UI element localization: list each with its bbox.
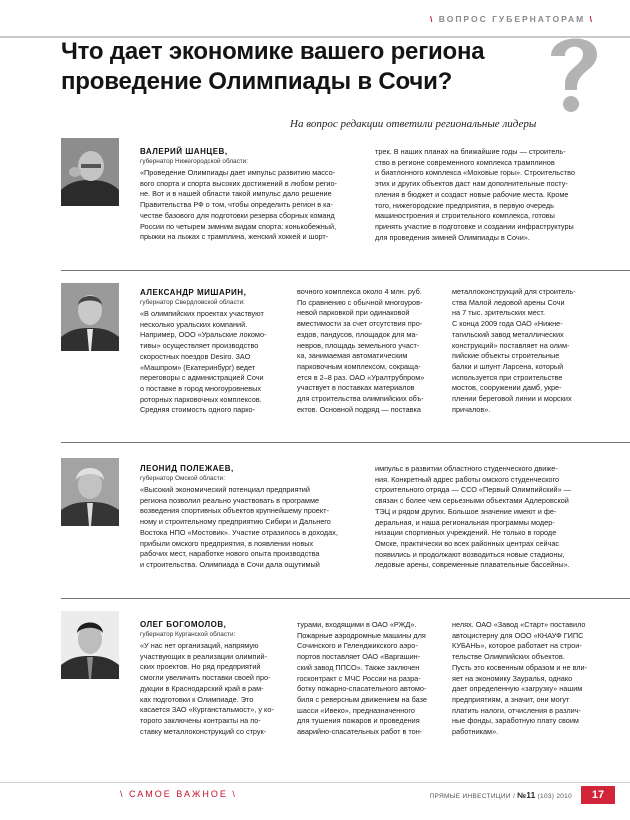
quote-line: Омске, практически во всех районных центрах сейчас [375,538,560,548]
quote-line: плении береговой линии и морских [452,394,572,404]
portrait-photo [61,458,119,526]
quote-line: дает определенную «загрузку» нашим [452,684,583,694]
quote-line: ектов. Основной подряд — поставка [297,404,421,414]
magazine-title: ПРЯМЫЕ ИНВЕСТИЦИИ / [429,793,518,800]
quote-line: появились и продолжают возводиться новые стадионы, [375,549,565,559]
quote-line: «Машпром» (Екатеринбург) ведет [140,362,256,372]
quote-line: конструкций» поставляет на олим- [452,340,570,350]
governor-role: губернатор Курганской области: [140,631,236,638]
quote-line: торого заключены контракты на по- [140,715,261,725]
quote-line: касается ЗАО «Курганстальмост», у ко- [140,705,274,715]
governor-role: губернатор Нижегородской области: [140,158,249,165]
quote-line: региона позволил реально участвовать в программе [140,495,320,505]
governor-name: АЛЕКСАНДР МИШАРИН, [140,288,247,297]
quote-line: честве базового для подготовки резерва сборных команд [140,210,335,220]
quote-line: тельстве Олимпийских объектов. [452,652,565,662]
quote-line: С конца 2009 года ОАО «Нижне- [452,319,563,329]
quote-line: причалов». [452,404,491,414]
quote-line: портов поставляет ОАО «Варгашин- [297,652,421,662]
quote-line: ется в 2–8 раз. ОАО «Уралтрубпром» [297,372,425,382]
quote-line: Средняя стоимость одного парко- [140,405,256,415]
quote-line: России по четырем зимним видам спорта: конькобежный, [140,221,337,231]
quote-line: возведения спортивных объектов крупнейшему проект- [140,506,329,516]
quote-line: ные фонды, заработную плату своим [452,716,579,726]
quote-line: невой парковкой при одинаковой [297,308,410,318]
quote-line: ский завод ППСО». Также заключен [297,662,420,672]
quote-line: смогли увеличить поставки своей про- [140,673,271,683]
section-slash-left: \ [430,14,435,24]
quote-line: шасси «Ивеко», предназначенного [297,705,415,715]
quote-line: металлоконструкций для строитель- [452,287,576,296]
quote-line: рабочих мест, наработке нового опыта производства [140,549,320,559]
quote-line: участвующих в реализации олимпий- [140,651,268,661]
governor-role: губернатор Свердловской области: [140,299,245,306]
quote-line: ских проектов. Но ряд предприятий [140,662,261,672]
issue-number: №11 [517,791,536,800]
quote-column [297,287,447,415]
quote-line: тагильский завод металлических [452,329,564,339]
footer-rule [0,782,630,783]
quote-line: По сравнению с обычной многоуров- [297,297,423,307]
quote-line: несколько уральских компаний. [140,319,248,329]
quote-line: не. Вот и в нашей области такой импульс дало решение [140,189,332,199]
quote-line: турами, входящими в ОАО «РЖД». [297,620,417,629]
governor-name: ЛЕОНИД ПОЛЕЖАЕВ, [140,464,234,473]
quote-line: участвует в поставках материалов [297,383,415,393]
quote-line: ства Малой ледовой арены Сочи [452,297,565,307]
quote-line: «В олимпийских проектах участвуют [140,309,264,318]
article-headline: Что дает экономике вашего региона проведение Олимпиады в Сочи? [61,38,485,95]
quote-line: ках подготовки к Олимпиаде. Это [140,694,254,704]
quote-line: вого спорта и спорта высоких достижений в любом регио- [140,178,337,188]
quote-line: роторных парковочных комплексов. [140,394,262,404]
section-divider [61,270,630,271]
quote-column [375,464,600,571]
quote-line: строительного отряда — ССО «Первый Олимпийский» — [375,485,571,495]
quote-line: тивы» осуществляет производство [140,341,259,351]
quote-column [452,620,602,738]
quote-line: Пусть это косвенным образом и не вли- [452,662,588,672]
footer-section-label: \ САМОЕ ВАЖНОЕ \ [120,789,237,799]
quote-line: «У нас нет организаций, напрямую [140,641,259,650]
quote-line: трек. В наших планах на ближайшие годы — строитель- [375,147,566,156]
quote-line: используется при строительстве [452,372,563,382]
portrait-photo [61,138,119,206]
quote-column [297,620,447,738]
quote-line: Правительства РФ о том, чтобы определить регион в ка- [140,200,333,210]
question-mark-icon [543,30,605,116]
quote-line: Пожарные аэродромные машины для [297,630,426,640]
governor-role: губернатор Омской области: [140,475,225,482]
section-divider [61,442,630,443]
quote-line: для тушения пожаров и проведения [297,716,420,726]
quote-line: нелях. ОАО «Завод «Старт» поставило [452,620,586,629]
quote-line: ка, занимаемая автоматическим [297,351,408,361]
quote-line: машиностроения и строительного комплекса, готовы [375,211,555,221]
quote-line: и биатлонного комплекса «Моховые горы». Строительство [375,168,575,178]
quote-line: яет на экономику Зауралья, однако [452,673,573,683]
quote-line: биля с реверсным движением на базе [297,694,427,704]
quote-line: Сочинского и Геленджикского аэро- [297,641,418,651]
quote-line: того, нижегородские предприятия, в первую очередь [375,200,554,210]
quote-line: вместимости за счет отсутствия про- [297,319,423,329]
quote-line: «Проведение Олимпиады дает импульс развитию массо- [140,168,336,177]
quote-line: Востока НПО «Мостовик». Участие отразилось в доходах, [140,527,338,537]
quote-line: ство в регионе современного комплекса трамплинов [375,157,555,167]
quote-line: предприятиям, а значит, они могут [452,694,570,704]
page-number: 17 [581,786,615,804]
quote-line: Например, ООО «Уральские локомо- [140,330,267,340]
quote-line: мостов, сооружении дамб, укре- [452,383,562,393]
quote-line: пийские объекты строительные [452,351,560,361]
quote-line: КУБАНЬ», которое работает на строи- [452,641,582,651]
section-slash-right: \ [589,14,594,24]
portrait-photo [61,611,119,679]
quote-line: платить налоги, отчисления в различ- [452,705,581,715]
quote-column [375,147,600,243]
quote-line: этих и других объектов даст нам дополнительные посту- [375,179,568,189]
quote-line: аварийно-спасательных работ в тон- [297,727,423,737]
issue-detail: (103) 2010 [535,793,572,800]
quote-column [140,641,290,737]
quote-line: прибыли омского предприятия, в появлении новых [140,538,314,548]
quote-line: дукции в Краснодарский край в рам- [140,683,264,693]
quote-line: переговоры с администрацией Сочи [140,373,264,383]
quote-line: ТЭЦ и рядом других. Большое значение имеют и фе- [375,506,557,516]
governor-name: ОЛЕГ БОГОМОЛОВ, [140,620,227,629]
quote-line: прыжки на лыжах с трамплина, женский хоккей и шорт- [140,232,329,242]
quote-column [140,485,365,571]
quote-line: парковочным комплексом, сокраща- [297,361,421,371]
footer-magazine [430,791,572,800]
quote-line: на 7 тыс. зрительских мест. [452,308,545,318]
quote-column [452,287,602,415]
quote-line: пления в бюджет и создаст новые рабочие места. Кроме [375,189,569,199]
quote-line: ставку металлоконструкций со струк- [140,726,267,736]
top-bar [0,0,630,40]
quote-line: балки и шпунт Ларсена, который [452,361,564,371]
governor-name: ВАЛЕРИЙ ШАНЦЕВ, [140,147,228,156]
quote-line: о поставке в город многоуровневых [140,383,262,393]
quote-line: низации спортивных учреждений. Не только в городе [375,528,557,538]
quote-line: ному и строительному предприятию Сибири и Дальнего [140,517,331,527]
quote-line: для строительства олимпийских объ- [297,394,424,404]
quote-line: вочного комплекса около 4 млн. руб. [297,287,422,296]
quote-line: и строительства. Олимпиада в Сочи дала ощутимый [140,559,320,569]
quote-line: работникам». [452,727,499,737]
quote-line: ездов, пандусов, площадок для ма- [297,329,418,339]
quote-column [140,168,365,243]
quote-line: скоростных поездов Desiro. ЗАО [140,351,251,361]
quote-line: деральная, и наша региональная программы модер- [375,517,555,527]
article-subhead: На вопрос редакции ответили региональные лидеры [290,118,537,130]
section-divider [61,598,630,599]
quote-line: ния. Конкретный адрес работы омского студенческого [375,474,560,484]
quote-line: принять участие в подготовке и создании инфраструктуры [375,221,574,231]
quote-line: связан с более чем серьезными объектами Адлеровской [375,496,569,506]
quote-line: ботку пожарно-спасательного автомо- [297,684,427,694]
section-tag [430,14,594,24]
portrait-photo [61,283,119,351]
quote-line: импульс в развитии областного студенческого движе- [375,464,558,473]
quote-line: для проведения зимней Олимпиады в Сочи». [375,232,530,242]
quote-line: автоцистерну для ООО «КНАУФ ГИПС [452,630,584,640]
quote-line: ледовые арены, современные плавательные бассейны». [375,560,570,570]
quote-line: госконтракт с МЧС России на разра- [297,673,421,683]
quote-column [140,309,290,416]
quote-line: невров, площадь земельного участ- [297,340,420,350]
section-title: ВОПРОС ГУБЕРНАТОРАМ [438,14,586,24]
quote-line: «Высокий экономический потенциал предприятий [140,485,310,494]
